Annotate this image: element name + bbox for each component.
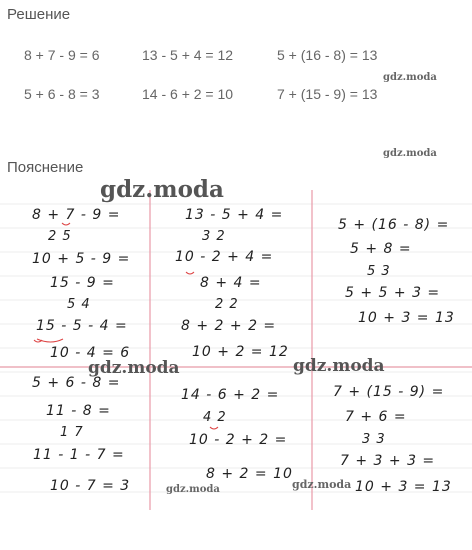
- solution-equation: 14 - 6 + 2 = 10: [142, 86, 234, 102]
- handwritten-line: 3 2: [202, 229, 226, 244]
- handwritten-line: 2 5: [48, 229, 72, 244]
- watermark: gdz.moda: [383, 72, 437, 83]
- handwritten-line: 15 - 5 - 4 =: [36, 318, 128, 334]
- handwritten-line: 10 - 4 = 6: [50, 345, 131, 361]
- watermark: gdz.moda: [100, 176, 224, 203]
- watermark: gdz.moda: [166, 484, 220, 495]
- handwritten-line: 1 7: [60, 425, 84, 440]
- handwritten-line: 15 - 9 =: [50, 275, 115, 291]
- handwritten-line: 11 - 8 =: [46, 403, 111, 419]
- watermark: gdz.moda: [292, 478, 352, 491]
- solution-heading: Решение: [7, 6, 71, 23]
- handwritten-line: 14 - 6 + 2 =: [181, 387, 280, 403]
- handwritten-line: 11 - 1 - 7 =: [33, 447, 125, 463]
- solution-equation: 5 + (16 - 8) = 13: [277, 47, 378, 63]
- handwritten-line: 10 - 2 + 2 =: [189, 432, 288, 448]
- handwritten-line: 7 + 3 + 3 =: [340, 453, 436, 469]
- handwritten-line: 5 + 8 =: [350, 241, 412, 257]
- handwritten-line: 10 - 7 = 3: [50, 478, 131, 494]
- handwritten-line: 8 + 2 + 2 =: [181, 318, 277, 334]
- handwritten-line: 5 + 6 - 8 =: [32, 375, 121, 391]
- solution-equation: 7 + (15 - 9) = 13: [277, 86, 378, 102]
- handwritten-line: 8 + 2 = 10: [206, 466, 293, 482]
- handwritten-line: 3 3: [362, 432, 386, 447]
- explanation-heading: Пояснение: [7, 159, 84, 176]
- handwritten-line: 7 + (15 - 9) =: [333, 384, 445, 400]
- handwritten-line: 10 + 2 = 12: [192, 344, 289, 360]
- handwritten-line: 5 + 5 + 3 =: [345, 285, 441, 301]
- handwritten-line: 10 + 3 = 13: [355, 479, 452, 495]
- handwritten-line: 2 2: [215, 297, 239, 312]
- handwritten-line: 10 + 5 - 9 =: [32, 251, 131, 267]
- handwritten-line: 8 + 7 - 9 =: [32, 207, 121, 223]
- handwritten-line: 13 - 5 + 4 =: [185, 207, 284, 223]
- watermark: gdz.moda: [293, 356, 385, 376]
- handwritten-line: 10 - 2 + 4 =: [175, 249, 274, 265]
- solution-equation: 8 + 7 - 9 = 6: [24, 47, 100, 63]
- solution-equation: 5 + 6 - 8 = 3: [24, 86, 100, 102]
- handwritten-line: 5 + (16 - 8) =: [338, 217, 450, 233]
- watermark: gdz.moda: [88, 358, 180, 378]
- watermark: gdz.moda: [383, 148, 437, 159]
- solution-equation: 13 - 5 + 4 = 12: [142, 47, 234, 63]
- handwritten-line: 4 2: [203, 410, 227, 425]
- handwritten-line: 5 3: [367, 264, 391, 279]
- handwritten-line: 7 + 6 =: [345, 409, 407, 425]
- handwritten-line: 5 4: [67, 297, 91, 312]
- handwritten-line: 10 + 3 = 13: [358, 310, 455, 326]
- handwritten-line: 8 + 4 =: [200, 275, 262, 291]
